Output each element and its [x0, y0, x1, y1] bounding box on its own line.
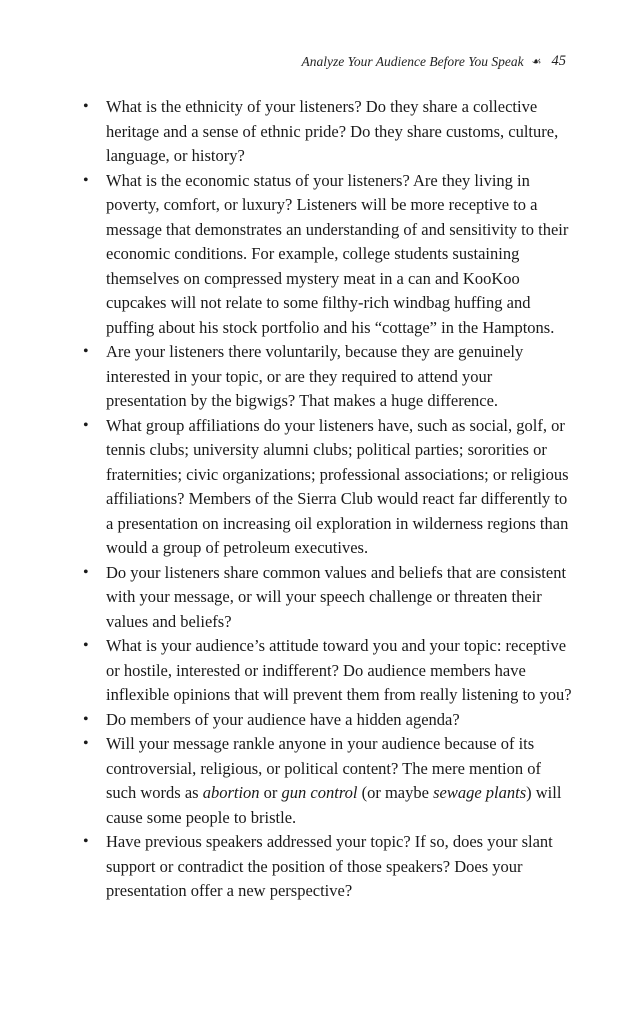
text-run: Will your message rankle anyone in your audience because of its controversial, religious, or political content? The mere mention of such words as: [106, 734, 541, 802]
emphasis-sewage-plants: sewage plants: [433, 783, 527, 802]
list-item-text: Have previous speakers addressed your topic? If so, does your slant support or contradict the position of those speakers? Does your presentation offer a new perspective?: [106, 832, 553, 900]
text-run: or: [259, 783, 282, 802]
list-item: [83, 708, 575, 733]
list-item-text: Do your listeners share common values and beliefs that are consistent with your message, or will your speech challenge or threaten their values and beliefs?: [106, 562, 567, 631]
list-item: [83, 414, 575, 561]
text-run: (or maybe: [357, 783, 434, 802]
list-item: [83, 830, 575, 904]
list-item-text: Do members of your audience have a hidden agenda?: [106, 709, 460, 729]
list-item: [83, 732, 575, 830]
bullet-icon: •: [83, 171, 89, 189]
list-item-text: What is your audience’s attitude toward you and your topic: receptive or hostile, interested or indifferent? Do audience members have inflexible opinions that will prevent them from really listening to you?: [106, 636, 572, 704]
bullet-icon: •: [83, 735, 89, 752]
list-item: [83, 169, 575, 341]
fleuron-ornament-icon: ☙: [531, 56, 542, 68]
bullet-icon: •: [83, 710, 89, 728]
emphasis-abortion: abortion: [202, 783, 260, 802]
list-item: [83, 561, 575, 635]
bullet-icon: •: [83, 98, 89, 115]
bullet-icon: •: [83, 833, 89, 850]
list-item: [83, 634, 575, 708]
list-item-text: What group affiliations do your listeners have, such as social, golf, or tennis clubs; university alumni clubs; political parties; sororities or fraternities; civic organizations; professional associations; or religious affiliations? Members of the Sierra Club would react far differently to a presentation on increasing oil exploration in wilderness regions than would a group of petroleum executives.: [106, 415, 569, 557]
bullet-icon: •: [83, 343, 89, 360]
page-body: [83, 95, 575, 904]
list-item-text: What is the ethnicity of your listeners? Do they share a collective heritage and a sense of ethnic pride? Do they share customs, culture, language, or history?: [106, 97, 559, 165]
list-item: [83, 340, 575, 414]
list-item-text: What is the economic status of your listeners? Are they living in poverty, comfort, or luxury? Listeners will be more receptive to a message that demonstrates an understanding of and sensitivity to their economic conditions. For example, college students sustaining themselves on compressed mystery meat in a can and KooKoo cupcakes will not relate to some filthy-rich windbag huffing and puffing about his stock portfolio and his “cottage” in the Hamptons.: [106, 170, 569, 337]
bullet-icon: •: [83, 416, 89, 434]
list-item-text: Are your listeners there voluntarily, because they are genuinely interested in your topic, or are they required to attend your presentation by the bigwigs? That makes a huge difference.: [106, 342, 524, 410]
emphasis-gun-control: gun control: [281, 783, 358, 802]
bullet-icon: •: [83, 563, 89, 581]
bullet-icon: •: [83, 637, 89, 654]
page-number: 45: [551, 53, 566, 69]
list-item: [83, 95, 575, 169]
text-run: ) will cause some people to bristle.: [106, 783, 562, 827]
list-item-text: [106, 734, 561, 827]
running-title: Analyze Your Audience Before You Speak: [301, 53, 524, 69]
bullet-list: [83, 95, 575, 904]
running-header: [302, 53, 566, 70]
